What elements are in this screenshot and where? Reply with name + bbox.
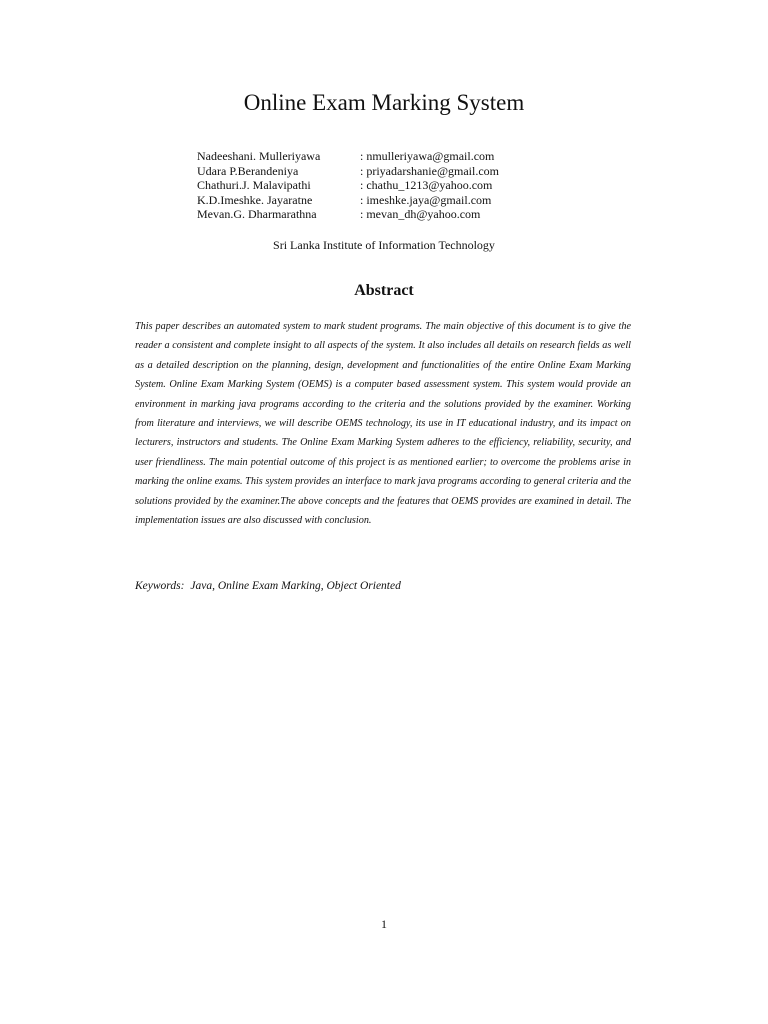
author-list [197,149,557,222]
author-row [197,207,557,222]
author-name: Udara P.Berandeniya [197,163,299,178]
author-row [197,149,557,164]
author-row [197,193,557,208]
author-name: Nadeeshani. Mulleriyawa [197,149,321,163]
author-name: Chathuri.J. Malavipathi [197,178,311,193]
paper-title: Online Exam Marking System [243,90,525,115]
author-email: : chathu_1213@yahoo.com [360,178,493,193]
page-number: 1 [381,917,387,931]
author-email: : nmulleriyawa@gmail.com [360,149,495,163]
keywords-label: Keywords: [135,580,185,592]
author-email: : mevan_dh@yahoo.com [360,207,481,222]
institute-name: Sri Lanka Institute of Information Technology [273,238,495,252]
keywords-line [135,580,635,592]
author-email: : priyadarshanie@gmail.com [360,163,500,178]
author-row [197,178,557,193]
keywords-text: Java, Online Exam Marking, Object Oriented [190,580,401,592]
author-email: : imeshke.jaya@gmail.com [360,192,492,207]
author-name: Mevan.G. Dharmarathna [197,207,317,222]
author-name: K.D.Imeshke. Jayaratne [197,192,313,207]
author-row [197,164,557,179]
abstract-heading: Abstract [354,282,414,299]
abstract-body: This paper describes an automated system to mark student programs. The main objective of this document is to give the reader a consistent and complete insight to all aspects of the system. It also includes all details on research fields as well as a detailed description on the planning, design, development and functionalities of the entire Online Exam Marking System. Online Exam Marking System (OEMS) is a computer based assessment system. This system would provide an environment in marking java programs according to the criteria and the solutions provided by the examiner. Working from literature and interviews, we will describe OEMS technology, its use in IT educational industry, and its impact on lecturers, instructors and students. The Online Exam Marking System adheres to the efficiency, reliability, security, and user friendliness. The main potential outcome of this project is as mentioned earlier; to overcome the problems arise in marking the online exams. This system provides an interface to mark java programs according to general criteria and the solutions provided by the examiner.The above concepts and the features that OEMS provides are examined in detail. The implementation issues are also discussed with conclusion. [135,321,631,527]
